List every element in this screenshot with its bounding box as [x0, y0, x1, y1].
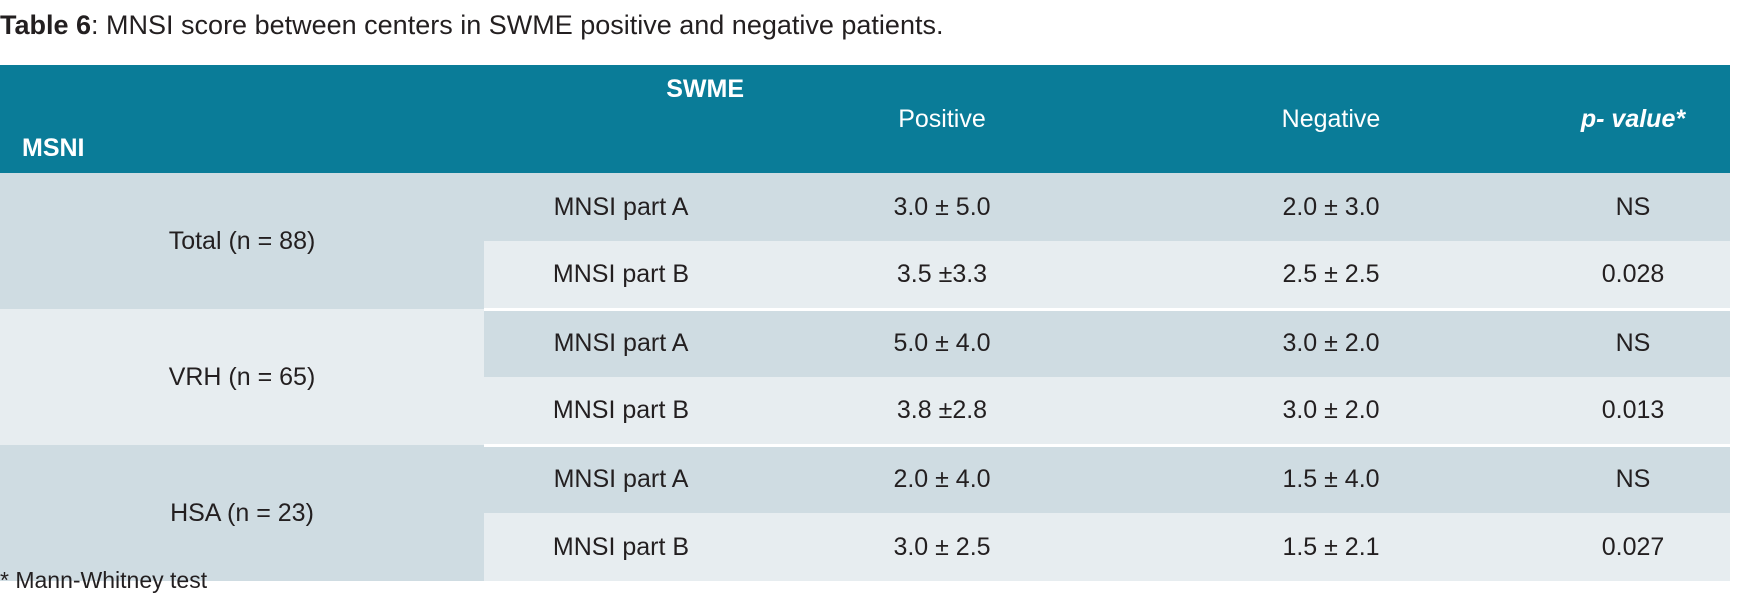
row-positive: 3.0 ± 5.0: [893, 192, 991, 221]
table-caption: [0, 8, 943, 42]
table-row: [0, 173, 1730, 241]
row-positive: 3.8 ±2.8: [758, 377, 1126, 445]
row-positive: 3.0 ± 2.5: [893, 532, 991, 561]
row-positive: 3.5 ±3.3: [758, 241, 1126, 309]
header-swme-label: SWME: [666, 75, 744, 103]
table-row: [0, 309, 1730, 377]
row-pvalue: NS: [1615, 192, 1651, 221]
caption-text: : MNSI score between centers in SWME positive and negative patients.: [91, 10, 944, 40]
row-part: MNSI part B: [552, 532, 690, 561]
header-msni-label: MSNI: [22, 134, 85, 162]
row-pvalue: 0.013: [1536, 377, 1730, 445]
group-label-total: Total (n = 88): [0, 173, 484, 309]
mnsi-swme-table: [0, 65, 1730, 581]
row-pvalue: 0.028: [1536, 241, 1730, 309]
row-positive: 2.0 ± 4.0: [893, 465, 991, 494]
row-part: MNSI part A: [553, 465, 689, 494]
caption-label: Table 6: [0, 10, 92, 40]
header-pvalue-text: p- value*: [1580, 104, 1686, 133]
row-pvalue: NS: [1615, 465, 1651, 494]
row-negative: 2.5 ± 2.5: [1126, 241, 1536, 309]
row-part: MNSI part B: [484, 241, 758, 309]
row-negative: 3.0 ± 2.0: [1126, 377, 1536, 445]
row-part: MNSI part B: [484, 377, 758, 445]
row-negative: 3.0 ± 2.0: [1282, 329, 1380, 358]
header-positive: Positive: [898, 104, 986, 133]
table-footnote: * Mann-Whitney test: [0, 567, 208, 593]
row-negative: 1.5 ± 4.0: [1282, 465, 1380, 494]
row-negative: 2.0 ± 3.0: [1282, 192, 1380, 221]
header-corner-cell: [0, 65, 758, 173]
group-label-vrh: VRH (n = 65): [0, 309, 484, 445]
header-negative: Negative: [1281, 104, 1381, 133]
row-pvalue: NS: [1615, 329, 1651, 358]
header-pvalue: [1536, 65, 1730, 173]
table-row: [0, 445, 1730, 513]
row-pvalue: 0.027: [1601, 532, 1665, 561]
row-positive: 5.0 ± 4.0: [893, 329, 991, 358]
row-part: MNSI part A: [553, 329, 689, 358]
group-label-hsa: HSA (n = 23): [0, 445, 484, 581]
table-header-row: [0, 65, 1730, 173]
row-part: MNSI part A: [553, 192, 689, 221]
row-negative: 1.5 ± 2.1: [1282, 532, 1380, 561]
